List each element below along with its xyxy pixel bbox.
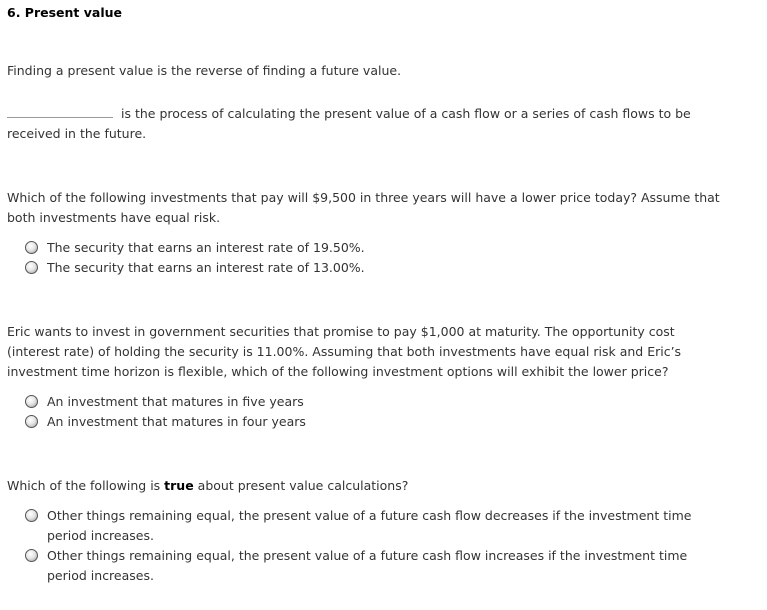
radio-button[interactable] — [25, 241, 38, 254]
question-2-options — [25, 392, 725, 432]
radio-button[interactable] — [25, 395, 38, 408]
q3-option[interactable] — [25, 506, 725, 546]
q2-option[interactable] — [25, 412, 725, 432]
option-label: An investment that matures in five years — [47, 394, 304, 409]
question-3-options — [25, 506, 725, 586]
intro-text: Finding a present value is the reverse of finding a future value. — [7, 63, 402, 78]
q2-option[interactable] — [25, 392, 725, 412]
page-title: 6. Present value — [7, 5, 122, 20]
fill-blank-statement — [7, 104, 727, 144]
q3-option[interactable] — [25, 546, 725, 586]
option-label: Other things remaining equal, the present value of a future cash flow increases if the investment time period increases. — [47, 548, 688, 583]
radio-button[interactable] — [25, 549, 38, 562]
q1-option[interactable] — [25, 238, 725, 258]
blank-answer-field[interactable] — [7, 104, 113, 118]
fill-blank-text: is the process of calculating the present value of a cash flow or a series of cash flows to be received in the future. — [7, 106, 691, 141]
radio-button[interactable] — [25, 261, 38, 274]
option-label: Other things remaining equal, the present value of a future cash flow decreases if the investment time period increases. — [47, 508, 692, 543]
question-2-text: Eric wants to invest in government securities that promise to pay $1,000 at maturity. The opportunity cost (interest rate) of holding the security is 11.00%. Assuming that both investments have equal risk and Eric’s investment time horizon is flexible, which of the following investment options will exhibit the lower price? — [7, 324, 682, 379]
q3-bold-word: true — [164, 478, 194, 493]
radio-button[interactable] — [25, 509, 38, 522]
q3-text-before: Which of the following is — [7, 478, 165, 493]
option-label: The security that earns an interest rate of 13.00%. — [47, 260, 365, 275]
option-label: An investment that matures in four years — [47, 414, 306, 429]
option-label: The security that earns an interest rate of 19.50%. — [47, 240, 365, 255]
radio-button[interactable] — [25, 415, 38, 428]
q3-text-after: about present value calculations? — [193, 478, 409, 493]
question-1-options — [25, 238, 725, 278]
question-1-text: Which of the following investments that pay will $9,500 in three years will have a lower price today? Assume that both investments have equal risk. — [7, 190, 720, 225]
q1-option[interactable] — [25, 258, 725, 278]
question-3-text — [7, 476, 727, 496]
